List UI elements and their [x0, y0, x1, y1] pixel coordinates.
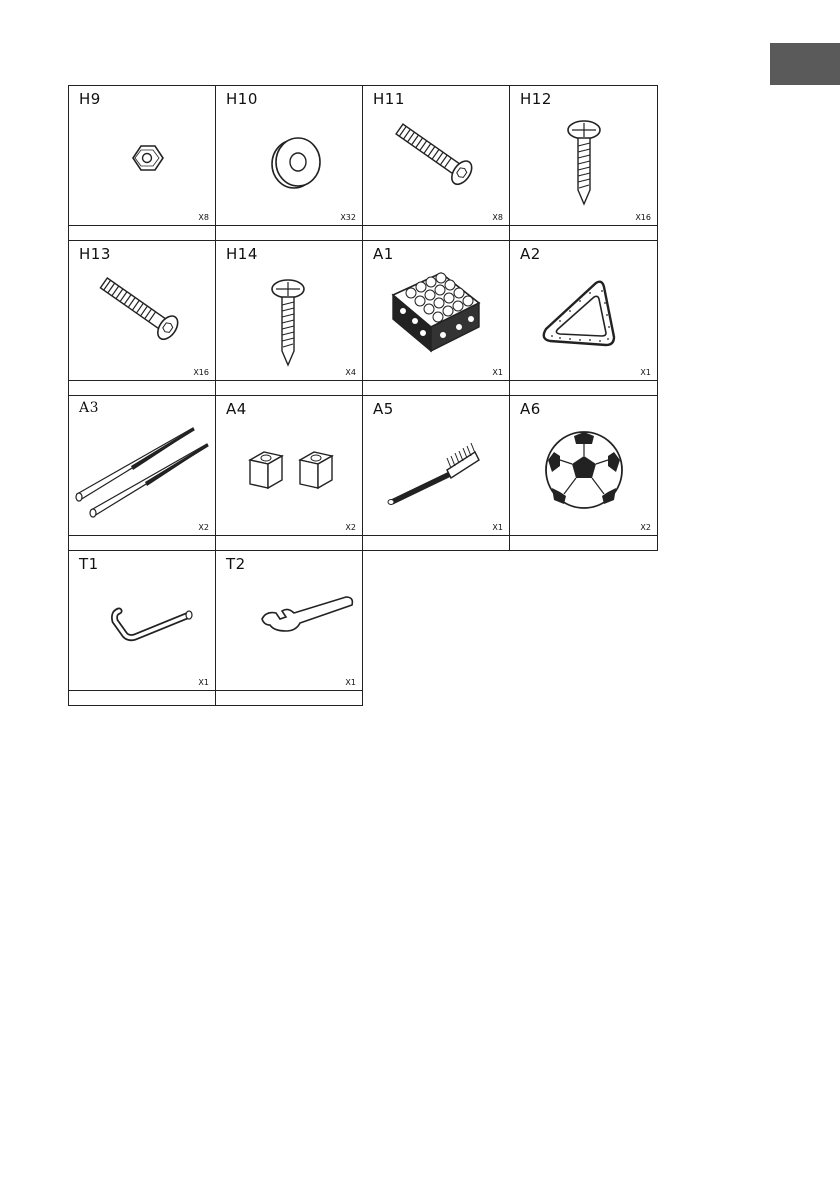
washer-icon	[216, 86, 364, 227]
part-code: T1	[79, 555, 99, 573]
part-cell-h13	[68, 240, 216, 381]
part-quantity: X1	[492, 523, 503, 532]
parts-grid	[68, 85, 661, 705]
soccer-ball-icon	[510, 396, 658, 537]
parts-row-footer	[68, 535, 661, 550]
part-cell-h12	[509, 85, 658, 226]
part-cell-a6	[509, 395, 658, 536]
part-code: A6	[520, 400, 541, 418]
part-code: H13	[79, 245, 111, 263]
triangle-rack-icon	[510, 241, 658, 382]
part-cell-h11	[362, 85, 510, 226]
part-quantity: X2	[640, 523, 651, 532]
part-code: H14	[226, 245, 258, 263]
part-quantity: X1	[198, 678, 209, 687]
hex-nut-icon	[69, 86, 217, 227]
part-cell-h9	[68, 85, 216, 226]
part-cell-a1	[362, 240, 510, 381]
wrench-icon	[216, 551, 364, 692]
part-quantity: X1	[345, 678, 356, 687]
part-quantity: X1	[492, 368, 503, 377]
part-quantity: X8	[492, 213, 503, 222]
ball-set-icon	[363, 241, 511, 382]
parts-row	[68, 550, 661, 690]
parts-row	[68, 395, 661, 535]
part-quantity: X1	[640, 368, 651, 377]
part-code: A2	[520, 245, 541, 263]
part-quantity: X16	[193, 368, 209, 377]
parts-row-footer	[68, 225, 661, 240]
part-code: A5	[373, 400, 394, 418]
part-code: H11	[373, 90, 405, 108]
part-cell-t2	[215, 550, 363, 691]
part-quantity: X32	[340, 213, 356, 222]
part-code: T2	[226, 555, 246, 573]
part-cell-h10	[215, 85, 363, 226]
part-code: A1	[373, 245, 394, 263]
part-cell-a4	[215, 395, 363, 536]
brush-icon	[363, 396, 511, 537]
part-quantity: X16	[635, 213, 651, 222]
part-code: H12	[520, 90, 552, 108]
part-code: A3	[79, 400, 100, 416]
parts-row-footer	[68, 380, 661, 395]
part-code: H10	[226, 90, 258, 108]
hex-socket-bolt-icon	[363, 86, 511, 227]
allen-key-icon	[69, 551, 217, 692]
language-tab	[770, 43, 840, 85]
chalk-cubes-icon	[216, 396, 364, 537]
parts-row-footer	[68, 690, 661, 705]
part-cell-a5	[362, 395, 510, 536]
wood-screw-icon	[510, 86, 658, 227]
part-code: A4	[226, 400, 247, 418]
wood-screw-icon	[216, 241, 364, 382]
parts-row	[68, 240, 661, 380]
parts-row	[68, 85, 661, 225]
hex-socket-bolt-icon	[69, 241, 217, 382]
part-cell-t1	[68, 550, 216, 691]
part-cell-a2	[509, 240, 658, 381]
part-quantity: X2	[198, 523, 209, 532]
part-code: H9	[79, 90, 101, 108]
cue-sticks-icon	[69, 396, 217, 537]
part-quantity: X4	[345, 368, 356, 377]
part-cell-a3	[68, 395, 216, 536]
part-quantity: X8	[198, 213, 209, 222]
part-cell-h14	[215, 240, 363, 381]
part-quantity: X2	[345, 523, 356, 532]
